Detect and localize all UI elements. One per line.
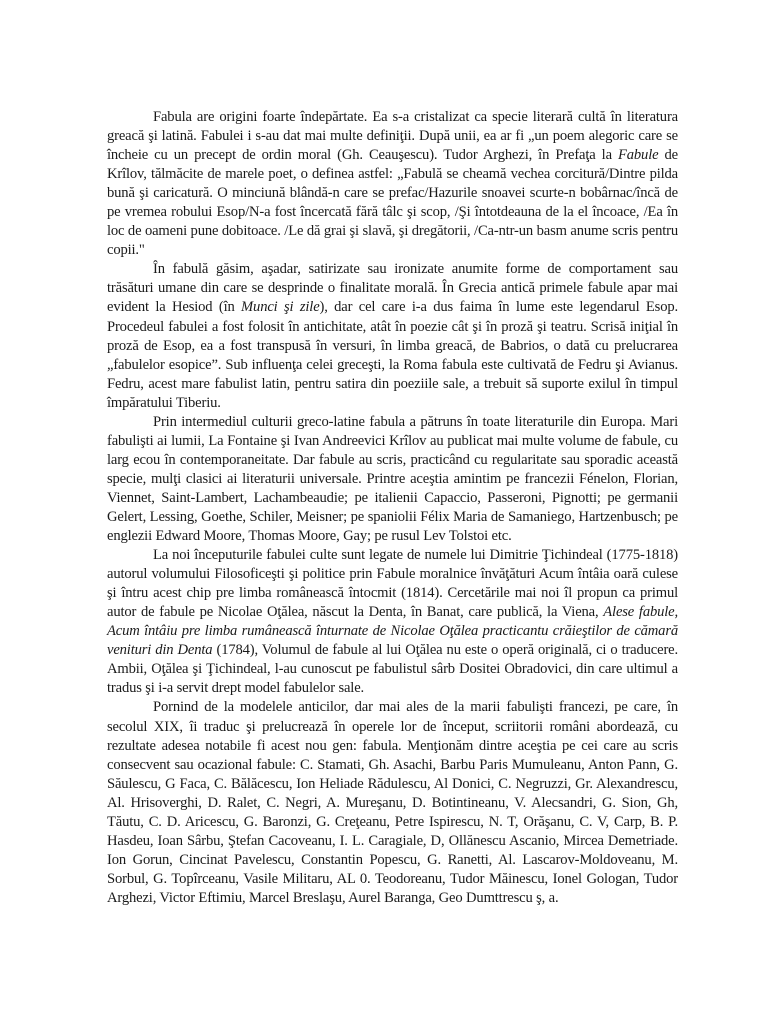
paragraph-4-text-b: (1784), Volumul de fabule al lui Oţălea nu este o operă originală, ci o traducere. Ambii, Oţălea şi Ţichindeal, l-au cunoscut pe fabulistul sârb Dositei Obradovici, din care ultimul a tradus şi i-a servit drept model fabulelor sale. (107, 642, 678, 697)
paragraph-3 (107, 413, 678, 546)
paragraph-2 (107, 260, 678, 412)
body-text (107, 108, 678, 908)
paragraph-5-text: Pornind de la modelele anticilor, dar mai ales de la marii fabulişti francezi, pe care, în secolul XIX, îi traduc şi prelucrează în operele lor de început, scriitorii români abordează, cu rezultate adesea notabile fi acest nou gen: fabula. Menţionăm dintre aceştia pe cei care au scris consecvent sau ocazional fabule: C. Stamati, Gh. Asachi, Barbu Paris Mumuleanu, Anton Pann, G. Săulescu, G Faca, C. Bălăcescu, Ion Heliade Rădulescu, Al Donici, C. Negruzzi, Gr. Alexandrescu, Al. Hrisoverghi, D. Ralet, C. Negri, A. Mureşanu, D. Botintineanu, V. Alecsandri, G. Sion, Gh, Tăutu, C. D. Aricescu, G. Baronzi, G. Creţeanu, Petre Ispirescu, N. T, Orăşanu, C. V, Carp, B. P. Hasdeu, Ioan Sârbu, Ştefan Cacoveanu, I. L. Caragiale, D, Ollănescu Ascanio, Mircea Demetriade. Ion Gorun, Cincinat Pavelescu, Constantin Popescu, G. Ranetti, Al. Lascarov-Moldoveanu, M. Sorbul, G. Topîrceanu, Vasile Militaru, AL 0. Teodoreanu, Tudor Măinescu, Ionel Gologan, Tudor Arghezi, Victor Eftimiu, Marcel Breslaşu, Aurel Baranga, Geo Dumttrescu ş, a. (107, 699, 678, 906)
paragraph-4-text-a: La noi începuturile fabulei culte sunt legate de numele lui Dimitrie Ţichindeal (1775-1818) autorul volumului Filosoficeşti şi politice prin Fabule moralnice învăţături Acum întâia oară culese şi întru acest chip pre limba românească întocmit (1814). Cercetările mai noi îl propun ca primul autor de fabule pe Nicolae Oţălea, născut la Denta, în Banat, care publică, la Viena, (107, 547, 678, 621)
paragraph-3-text: Prin intermediul culturii greco-latine fabula a pătruns în toate literaturile din Europa. Mari fabulişti ai lumii, La Fontaine şi Ivan Andreevici Krîlov au publicat mai multe volume de fabule, cu larg ecou în contemporaneitate. Dar fabule au scris, practicând cu regularitate sau sporadic această specie, mulţi clasici ai literaturii universale. Printre aceştia amintim pe francezii Fénelon, Florian, Viennet, Saint-Lambert, Lachambeaudie; pe italienii Capaccio, Passeroni, Pignotti; pe germanii Gelert, Lessing, Goethe, Schiler, Meisner; pe spaniolii Félix Maria de Samaniego, Hartzenbusch; pe englezii Edward Moore, Thomas Moore, Gay; pe rusul Lev Tolstoi etc. (107, 413, 678, 545)
paragraph-2-italic-title: Munci şi zile (241, 299, 320, 316)
paragraph-1-text-a: Fabula are origini foarte îndepărtate. Ea s-a cristalizat ca specie literară cultă în literatura greacă şi latină. Fabulei i s-au dat mai multe definiţii. După unii, ea ar fi „un poem alegoric care se încheie cu un precept de ordin moral (Gh. Ceauşescu). Tudor Arghezi, în Prefaţa la (107, 109, 678, 164)
paragraph-4 (107, 546, 678, 698)
paragraph-4-italic-title: Alese fabule, Acum întâiu pre limba rumânească înturnate de Nicolae Oţălea practicantu crăieştilor de cămară venituri din Denta (107, 604, 678, 659)
paragraph-1-italic-title: Fabule (617, 147, 659, 164)
paragraph-1 (107, 108, 678, 260)
paragraph-1-text-b: de Krîlov, tălmăcite de marele poet, o definea astfel: „Fabulă se cheamă vechea corcitură/Dintre pilda bună şi caricatură. O minciună blândă-n care se prefac/Hazurile snoavei scurte-n bobârnac/încă de pe vremea robului Esop/N-a fost încercată fără tâlc şi scop, /Şi întotdeauna de la el încoace, /Ea în loc de oameni pune dobitoace. /Le dă grai şi slavă, şi dregătorii, /Ca-ntr-un basm anume scris pentru copii." (107, 147, 678, 259)
paragraph-2-text-b: ), dar cel care i-a dus faima în lume este legendarul Esop. Procedeul fabulei a fost folosit în antichitate, atât în poezie cât şi în proză şi teatru. Scrisă iniţial în proză de Esop, ea a fost transpusă în versuri, în limba greacă, de Babrios, o dată cu prelucrarea „fabulelor esopice”. Sub influenţa celei greceşti, la Roma fabula este cultivată de Fedru şi Avianus. Fedru, acest mare fabulist latin, pentru satira din poeziile sale, a trebuit să suporte exilul în timpul împăratului Tiberiu. (107, 299, 678, 411)
paragraph-5 (107, 698, 678, 908)
paragraph-2-text-a: În fabulă găsim, aşadar, satirizate sau ironizate anumite forme de comportament sau trăsături umane din care se desprinde o finalitate morală. În Grecia antică primele fabule apar mai evident la Hesiod (în (107, 261, 678, 316)
